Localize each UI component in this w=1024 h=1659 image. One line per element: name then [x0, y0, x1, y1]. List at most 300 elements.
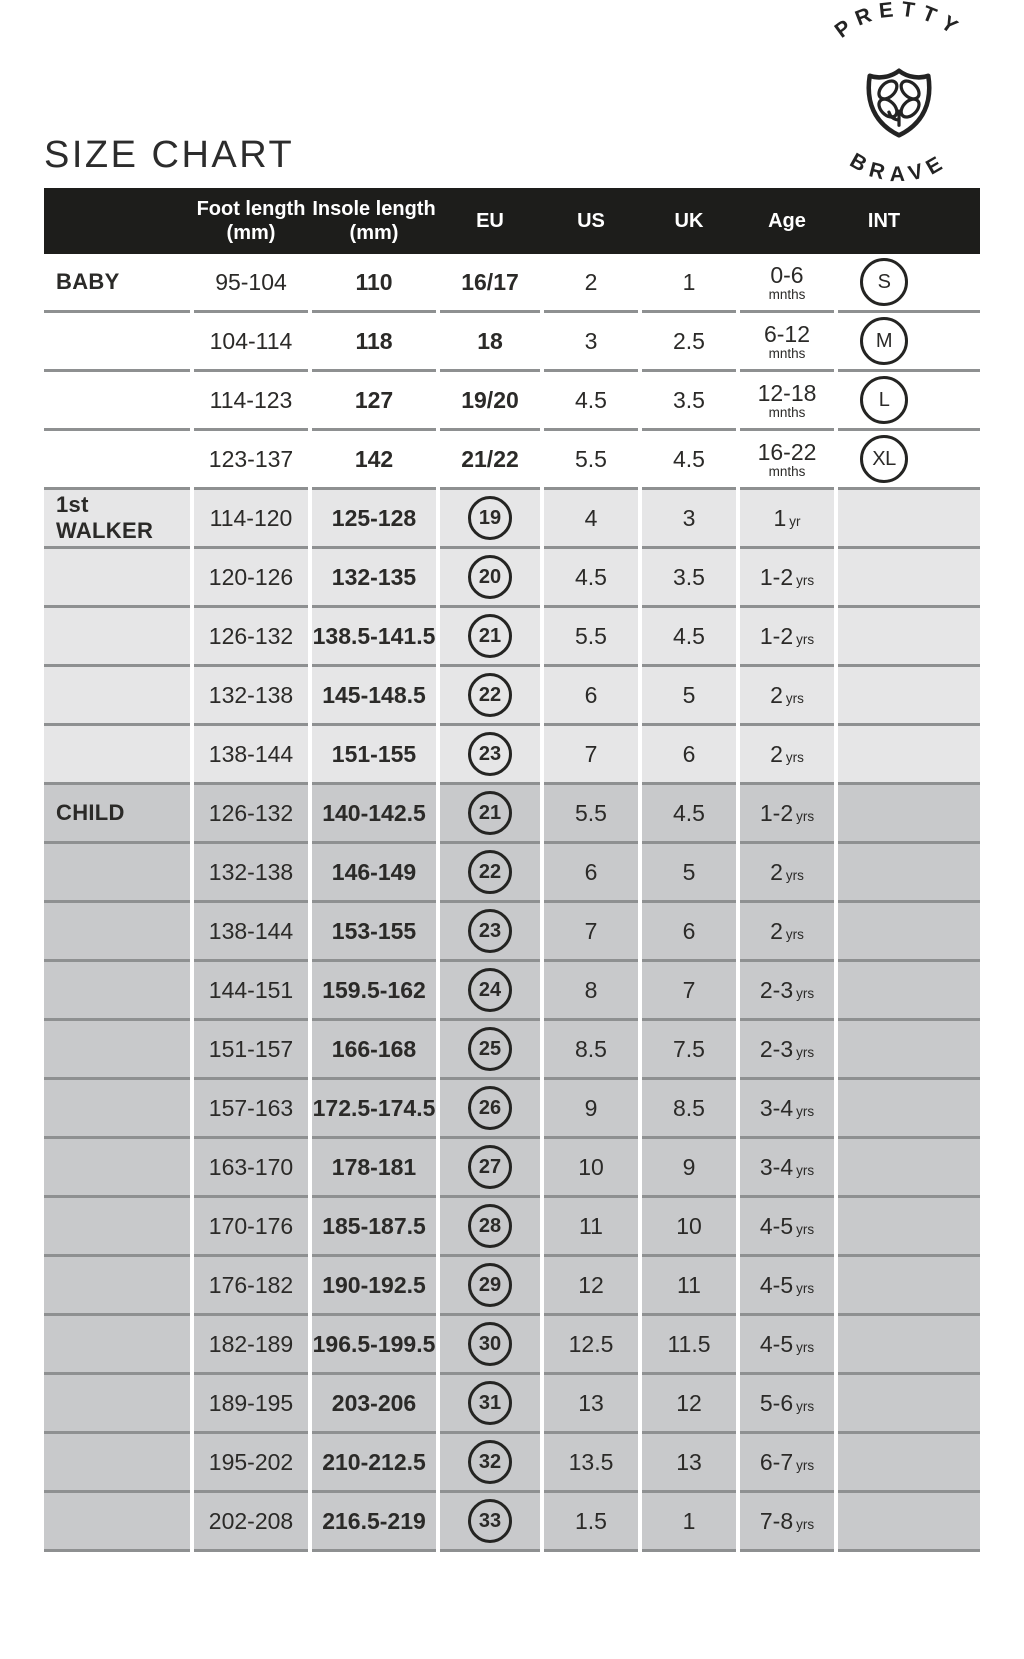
- pretty-brave-logo: [788, 0, 1010, 210]
- category-cell: [44, 549, 190, 608]
- int-size-badge: L: [860, 376, 908, 424]
- eu-size-badge: 22: [468, 673, 512, 717]
- foot-length-cell: 132-138: [194, 667, 308, 726]
- age-number: 1-2: [759, 799, 794, 826]
- age-value: [760, 1154, 814, 1181]
- int-size-badge: M: [860, 317, 908, 365]
- age-cell: [740, 962, 834, 1021]
- eu-size: 16/17: [461, 268, 519, 295]
- insole-length-cell: 196.5-199.5: [312, 1316, 436, 1375]
- eu-size-cell: [440, 1080, 540, 1139]
- eu-size-badge: 26: [468, 1086, 512, 1130]
- uk-size-cell: 7.5: [642, 1021, 736, 1080]
- age-unit: yrs: [796, 808, 815, 824]
- table-row: [44, 254, 980, 313]
- table-row: [44, 1493, 980, 1552]
- int-size-cell: [838, 254, 980, 313]
- age-value: [760, 1272, 814, 1299]
- age-value: [760, 1449, 814, 1476]
- column-header-label: UK: [674, 210, 704, 232]
- age-cell: [740, 254, 834, 313]
- age-value: [758, 440, 817, 479]
- us-size-cell: 9: [544, 1080, 638, 1139]
- column-header-label: Foot length: [196, 198, 306, 220]
- us-size-cell: 5.5: [544, 785, 638, 844]
- insole-length-cell: 178-181: [312, 1139, 436, 1198]
- age-number: 0-6: [770, 261, 804, 288]
- uk-size-cell: 8.5: [642, 1080, 736, 1139]
- int-size-cell: [838, 608, 980, 667]
- insole-length-cell: 145-148.5: [312, 667, 436, 726]
- eu-size: 19/20: [461, 386, 519, 413]
- foot-length-cell: 138-144: [194, 726, 308, 785]
- logo-text-bottom: BRAVE: [845, 149, 953, 187]
- table-row: [44, 313, 980, 372]
- eu-size-badge: 21: [468, 614, 512, 658]
- table-row: [44, 962, 980, 1021]
- age-number: 2: [770, 917, 783, 944]
- us-size-cell: 5.5: [544, 431, 638, 490]
- us-size-cell: 8.5: [544, 1021, 638, 1080]
- uk-size-cell: 11.5: [642, 1316, 736, 1375]
- foot-length-cell: 163-170: [194, 1139, 308, 1198]
- eu-size-cell: [440, 1434, 540, 1493]
- age-cell: [740, 1375, 834, 1434]
- table-row: [44, 1434, 980, 1493]
- uk-size-cell: 5: [642, 667, 736, 726]
- size-chart-table: [40, 188, 984, 1552]
- eu-size-cell: [440, 1375, 540, 1434]
- eu-size-cell: [440, 844, 540, 903]
- eu-size-cell: [440, 1257, 540, 1316]
- uk-size-cell: 4.5: [642, 608, 736, 667]
- eu-size-cell: [440, 962, 540, 1021]
- category-cell: BABY: [44, 254, 190, 313]
- age-number: 12-18: [757, 379, 817, 406]
- age-value: [770, 682, 804, 709]
- insole-length-cell: 118: [312, 313, 436, 372]
- table-body: [44, 254, 980, 1552]
- age-cell: [740, 1080, 834, 1139]
- age-value: [770, 918, 804, 945]
- age-unit: mnths: [768, 463, 806, 479]
- eu-size-badge: 20: [468, 555, 512, 599]
- age-cell: [740, 1021, 834, 1080]
- eu-size-cell: [440, 1493, 540, 1552]
- eu-size-cell: [440, 1198, 540, 1257]
- int-size-cell: [838, 726, 980, 785]
- age-unit: yrs: [785, 867, 804, 883]
- insole-length-cell: 110: [312, 254, 436, 313]
- insole-length-cell: 166-168: [312, 1021, 436, 1080]
- uk-size-cell: 1: [642, 1493, 736, 1552]
- int-size-cell: [838, 431, 980, 490]
- age-value: [764, 322, 810, 361]
- age-number: 3-4: [759, 1094, 794, 1121]
- age-cell: [740, 549, 834, 608]
- insole-length-cell: 127: [312, 372, 436, 431]
- age-number: 2: [770, 858, 783, 885]
- table-row: [44, 608, 980, 667]
- uk-size-cell: 5: [642, 844, 736, 903]
- int-size-cell: [838, 1080, 980, 1139]
- age-cell: [740, 844, 834, 903]
- foot-length-cell: 123-137: [194, 431, 308, 490]
- table-row: [44, 549, 980, 608]
- category-cell: [44, 726, 190, 785]
- eu-size-cell: [440, 549, 540, 608]
- age-value: [760, 564, 814, 591]
- uk-size-cell: 10: [642, 1198, 736, 1257]
- us-size-cell: 12: [544, 1257, 638, 1316]
- us-size-cell: 12.5: [544, 1316, 638, 1375]
- us-size-cell: 7: [544, 903, 638, 962]
- uk-size-cell: 9: [642, 1139, 736, 1198]
- foot-length-cell: 202-208: [194, 1493, 308, 1552]
- foot-length-cell: 114-120: [194, 490, 308, 549]
- age-value: [770, 859, 804, 886]
- eu-size-cell: [440, 1021, 540, 1080]
- age-cell: [740, 313, 834, 372]
- age-number: 4-5: [759, 1271, 794, 1298]
- uk-size-cell: 3: [642, 490, 736, 549]
- uk-size-cell: 12: [642, 1375, 736, 1434]
- eu-size-badge: 30: [468, 1322, 512, 1366]
- age-value: [769, 263, 806, 302]
- uk-size-cell: 3.5: [642, 549, 736, 608]
- eu-size-badge: 24: [468, 968, 512, 1012]
- insole-length-cell: 132-135: [312, 549, 436, 608]
- uk-size-cell: 7: [642, 962, 736, 1021]
- age-unit: yrs: [796, 1221, 815, 1237]
- table-row: [44, 1375, 980, 1434]
- eu-size-badge: 31: [468, 1381, 512, 1425]
- category-cell: 1st WALKER: [44, 490, 190, 549]
- category-cell: [44, 1375, 190, 1434]
- us-size-cell: 8: [544, 962, 638, 1021]
- table-row: [44, 1257, 980, 1316]
- age-number: 6-12: [763, 320, 811, 347]
- int-size-cell: [838, 1198, 980, 1257]
- age-value: [760, 1390, 814, 1417]
- uk-size-cell: 6: [642, 903, 736, 962]
- us-size-cell: 6: [544, 667, 638, 726]
- category-cell: [44, 844, 190, 903]
- eu-size-cell: [440, 254, 540, 313]
- foot-length-cell: 120-126: [194, 549, 308, 608]
- insole-length-cell: 125-128: [312, 490, 436, 549]
- us-size-cell: 6: [544, 844, 638, 903]
- age-cell: [740, 490, 834, 549]
- age-value: [760, 1213, 814, 1240]
- age-unit: yrs: [785, 926, 804, 942]
- foot-length-cell: 114-123: [194, 372, 308, 431]
- insole-length-cell: 185-187.5: [312, 1198, 436, 1257]
- table-row: [44, 785, 980, 844]
- eu-size-badge: 28: [468, 1204, 512, 1248]
- table-row: [44, 1139, 980, 1198]
- int-size-cell: [838, 844, 980, 903]
- category-cell: [44, 1198, 190, 1257]
- age-number: 5-6: [759, 1389, 794, 1416]
- column-header-label: Insole length: [312, 198, 436, 220]
- age-cell: [740, 1198, 834, 1257]
- age-unit: yrs: [785, 749, 804, 765]
- age-unit: yrs: [796, 1457, 815, 1473]
- table-row: [44, 1198, 980, 1257]
- int-size-cell: [838, 549, 980, 608]
- foot-length-cell: 126-132: [194, 608, 308, 667]
- age-cell: [740, 431, 834, 490]
- uk-size-cell: 1: [642, 254, 736, 313]
- age-number: 1: [773, 504, 787, 531]
- foot-length-cell: 132-138: [194, 844, 308, 903]
- insole-length-cell: 140-142.5: [312, 785, 436, 844]
- category-cell: [44, 1021, 190, 1080]
- uk-size-cell: 4.5: [642, 431, 736, 490]
- age-value: [760, 1331, 814, 1358]
- category-cell: [44, 1316, 190, 1375]
- foot-length-cell: 95-104: [194, 254, 308, 313]
- column-header-label: INT: [867, 210, 901, 232]
- eu-size-cell: [440, 1139, 540, 1198]
- category-cell: [44, 431, 190, 490]
- eu-size-badge: 23: [468, 732, 512, 776]
- category-cell: [44, 313, 190, 372]
- insole-length-cell: 142: [312, 431, 436, 490]
- table-row: [44, 1316, 980, 1375]
- age-cell: [740, 1434, 834, 1493]
- age-unit: yrs: [796, 985, 815, 1001]
- table-row: [44, 372, 980, 431]
- table-row: [44, 726, 980, 785]
- age-value: [760, 623, 814, 650]
- age-cell: [740, 1316, 834, 1375]
- category-cell: [44, 1257, 190, 1316]
- us-size-cell: 4: [544, 490, 638, 549]
- eu-size-badge: 23: [468, 909, 512, 953]
- age-number: 2: [770, 740, 783, 767]
- category-cell: [44, 962, 190, 1021]
- uk-size-cell: 4.5: [642, 785, 736, 844]
- age-unit: yrs: [796, 1516, 815, 1532]
- table-row: [44, 1080, 980, 1139]
- age-number: 6-7: [759, 1448, 794, 1475]
- age-value: [760, 977, 814, 1004]
- age-number: 16-22: [757, 438, 817, 465]
- age-cell: [740, 903, 834, 962]
- column-header-age: [740, 188, 834, 254]
- int-size-cell: [838, 1139, 980, 1198]
- eu-size: 21/22: [461, 445, 519, 472]
- column-header-label: EU: [476, 210, 504, 232]
- int-size-badge: S: [860, 258, 908, 306]
- foot-length-cell: 157-163: [194, 1080, 308, 1139]
- foot-length-cell: 144-151: [194, 962, 308, 1021]
- int-size-cell: [838, 313, 980, 372]
- age-value: [760, 800, 814, 827]
- us-size-cell: 1.5: [544, 1493, 638, 1552]
- us-size-cell: 4.5: [544, 549, 638, 608]
- age-unit: yrs: [796, 1280, 815, 1296]
- column-header-eu: [440, 188, 540, 254]
- int-size-cell: [838, 1375, 980, 1434]
- eu-size-badge: 22: [468, 850, 512, 894]
- insole-length-cell: 146-149: [312, 844, 436, 903]
- age-unit: yrs: [796, 1044, 815, 1060]
- eu-size-cell: [440, 313, 540, 372]
- column-header-sub: (mm): [226, 222, 276, 244]
- us-size-cell: 4.5: [544, 372, 638, 431]
- foot-length-cell: 138-144: [194, 903, 308, 962]
- header-row: [44, 188, 980, 254]
- age-unit: yrs: [796, 631, 815, 647]
- age-value: [773, 505, 800, 532]
- insole-length-cell: 203-206: [312, 1375, 436, 1434]
- insole-length-cell: 151-155: [312, 726, 436, 785]
- int-size-cell: [838, 903, 980, 962]
- eu-size-badge: 19: [468, 496, 512, 540]
- foot-length-cell: 182-189: [194, 1316, 308, 1375]
- table-row: [44, 667, 980, 726]
- foot-length-cell: 176-182: [194, 1257, 308, 1316]
- eu-size-cell: [440, 372, 540, 431]
- insole-length-cell: 216.5-219: [312, 1493, 436, 1552]
- eu-size-cell: [440, 1316, 540, 1375]
- category-cell: [44, 667, 190, 726]
- us-size-cell: 7: [544, 726, 638, 785]
- int-size-cell: [838, 1493, 980, 1552]
- age-unit: yrs: [796, 1103, 815, 1119]
- age-value: [760, 1508, 814, 1535]
- int-size-cell: [838, 962, 980, 1021]
- age-number: 2-3: [759, 976, 794, 1003]
- page-title: SIZE CHART: [44, 134, 295, 176]
- age-number: 4-5: [759, 1330, 794, 1357]
- category-cell: CHILD: [44, 785, 190, 844]
- foot-length-cell: 151-157: [194, 1021, 308, 1080]
- age-number: 2: [770, 681, 783, 708]
- int-size-badge: XL: [860, 435, 908, 483]
- int-size-cell: [838, 372, 980, 431]
- foot-length-cell: 170-176: [194, 1198, 308, 1257]
- age-cell: [740, 726, 834, 785]
- category-cell: [44, 372, 190, 431]
- uk-size-cell: 13: [642, 1434, 736, 1493]
- eu-size-cell: [440, 726, 540, 785]
- age-number: 2-3: [759, 1035, 794, 1062]
- age-number: 3-4: [759, 1153, 794, 1180]
- age-unit: yrs: [796, 572, 815, 588]
- uk-size-cell: 6: [642, 726, 736, 785]
- age-unit: mnths: [768, 345, 806, 361]
- age-unit: yr: [789, 513, 801, 529]
- age-cell: [740, 608, 834, 667]
- uk-size-cell: 2.5: [642, 313, 736, 372]
- int-size-cell: [838, 1257, 980, 1316]
- logo-text-top: PRETTY: [830, 0, 968, 43]
- foot-length-cell: 189-195: [194, 1375, 308, 1434]
- column-header-label: US: [577, 210, 605, 232]
- insole-length-cell: 159.5-162: [312, 962, 436, 1021]
- age-cell: [740, 667, 834, 726]
- us-size-cell: 13.5: [544, 1434, 638, 1493]
- age-number: 1-2: [759, 563, 794, 590]
- foot-length-cell: 195-202: [194, 1434, 308, 1493]
- age-unit: yrs: [796, 1162, 815, 1178]
- category-cell: [44, 1434, 190, 1493]
- uk-size-cell: 3.5: [642, 372, 736, 431]
- category-cell: [44, 1493, 190, 1552]
- age-number: 7-8: [759, 1507, 794, 1534]
- age-unit: yrs: [785, 690, 804, 706]
- column-header-us: [544, 188, 638, 254]
- foot-length-cell: 126-132: [194, 785, 308, 844]
- table-row: [44, 844, 980, 903]
- category-cell: [44, 608, 190, 667]
- eu-size-badge: 29: [468, 1263, 512, 1307]
- eu-size-cell: [440, 667, 540, 726]
- us-size-cell: 13: [544, 1375, 638, 1434]
- eu-size-badge: 33: [468, 1499, 512, 1543]
- eu-size-badge: 32: [468, 1440, 512, 1484]
- age-cell: [740, 1493, 834, 1552]
- category-cell: [44, 1139, 190, 1198]
- eu-size-badge: 27: [468, 1145, 512, 1189]
- insole-length-cell: 190-192.5: [312, 1257, 436, 1316]
- foot-length-cell: 104-114: [194, 313, 308, 372]
- int-size-cell: [838, 490, 980, 549]
- insole-length-cell: 172.5-174.5: [312, 1080, 436, 1139]
- age-unit: yrs: [796, 1339, 815, 1355]
- column-header-label: Age: [768, 210, 806, 232]
- us-size-cell: 2: [544, 254, 638, 313]
- eu-size-cell: [440, 903, 540, 962]
- eu-size-badge: 21: [468, 791, 512, 835]
- age-value: [760, 1095, 814, 1122]
- int-size-cell: [838, 785, 980, 844]
- eu-size-badge: 25: [468, 1027, 512, 1071]
- int-size-cell: [838, 1316, 980, 1375]
- eu-size-cell: [440, 785, 540, 844]
- eu-size: 18: [477, 327, 503, 354]
- insole-length-cell: 153-155: [312, 903, 436, 962]
- table-header: [44, 188, 980, 254]
- eu-size-cell: [440, 490, 540, 549]
- eu-size-cell: [440, 608, 540, 667]
- table-row: [44, 1021, 980, 1080]
- int-size-cell: [838, 1021, 980, 1080]
- column-header-foot-length: [194, 188, 308, 254]
- category-cell: [44, 1080, 190, 1139]
- int-size-cell: [838, 1434, 980, 1493]
- column-header-int: [838, 188, 980, 254]
- age-unit: yrs: [796, 1398, 815, 1414]
- table-row: [44, 490, 980, 549]
- age-number: 4-5: [759, 1212, 794, 1239]
- column-header-sub: (mm): [349, 222, 399, 244]
- int-size-cell: [838, 667, 980, 726]
- us-size-cell: 11: [544, 1198, 638, 1257]
- column-header-insole-length: [312, 188, 436, 254]
- us-size-cell: 10: [544, 1139, 638, 1198]
- age-unit: mnths: [768, 404, 806, 420]
- shield-clover-icon: [869, 71, 930, 136]
- column-header-category: [44, 188, 190, 254]
- insole-length-cell: 138.5-141.5: [312, 608, 436, 667]
- us-size-cell: 5.5: [544, 608, 638, 667]
- uk-size-cell: 11: [642, 1257, 736, 1316]
